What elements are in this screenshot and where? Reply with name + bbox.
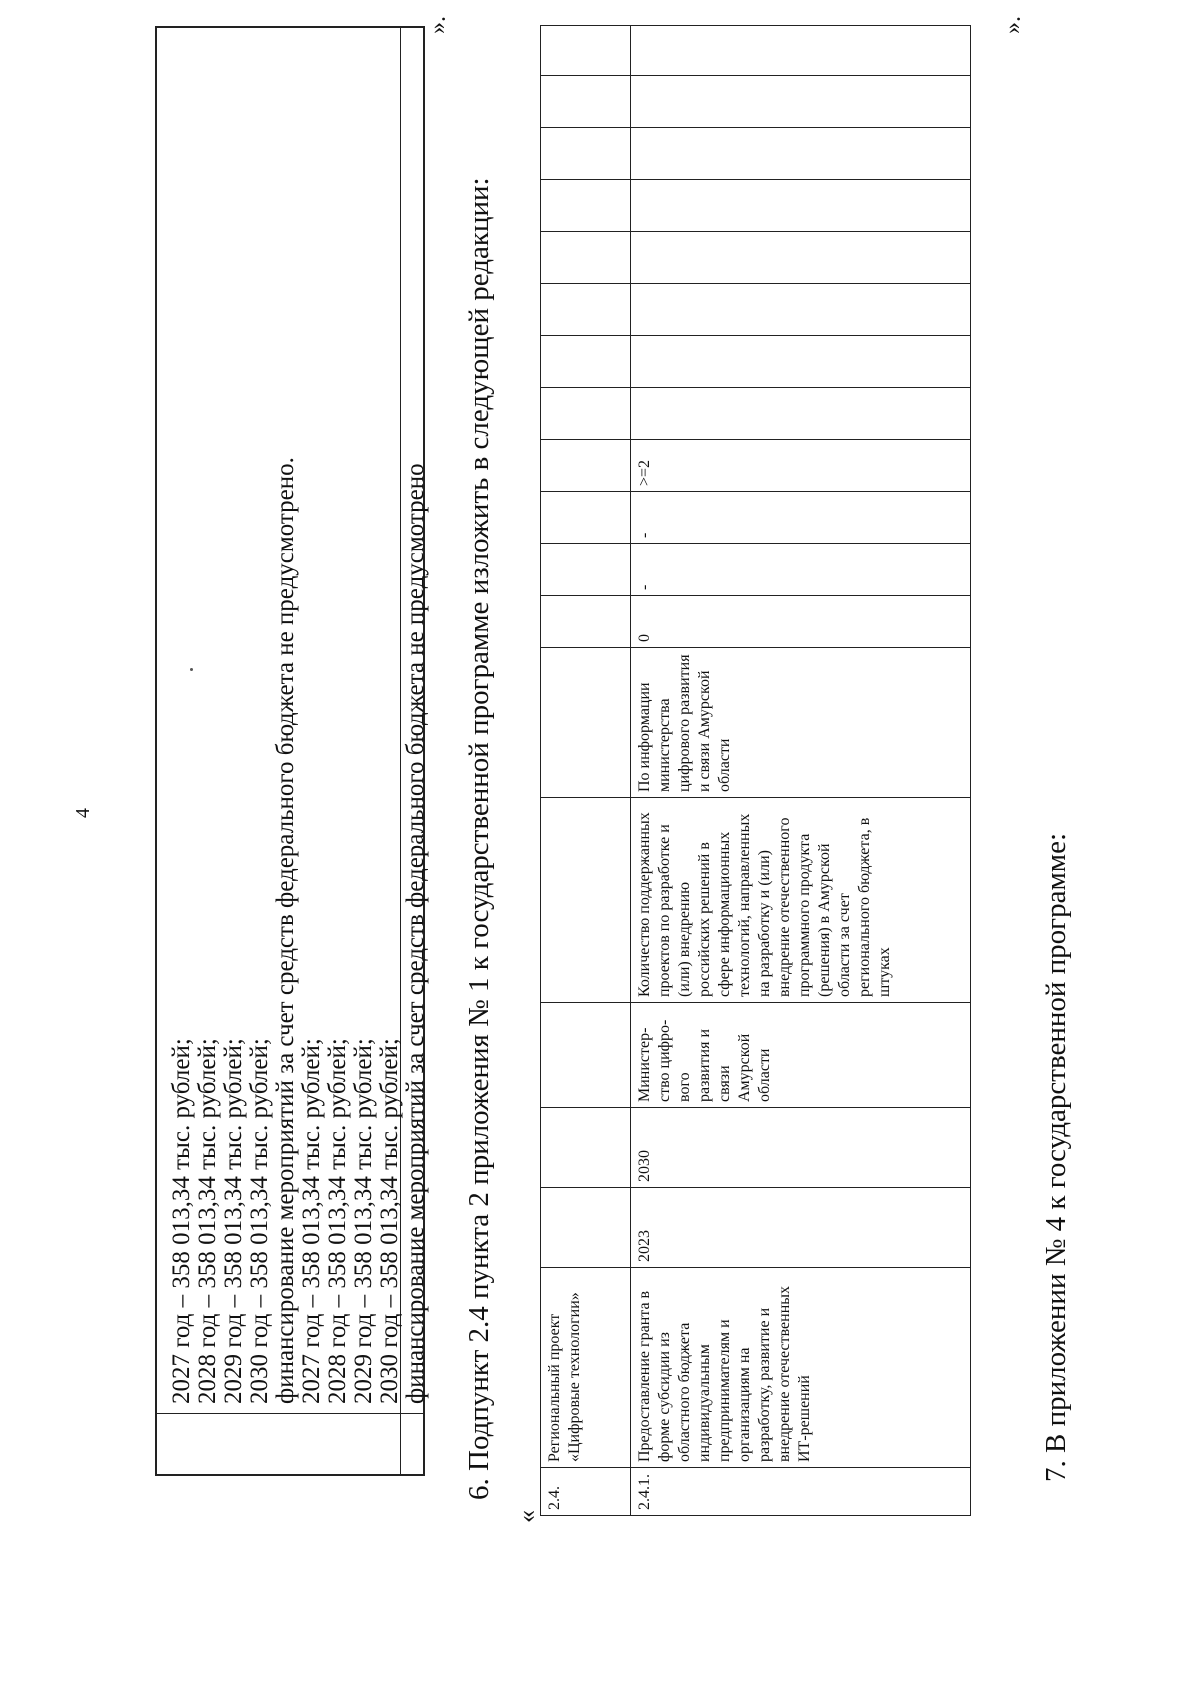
opening-quote: «	[512, 1510, 541, 1523]
funding-line: 2027 год – 358 013,34 тыс. рублей;	[168, 1038, 195, 1404]
value-cell	[541, 180, 631, 232]
value-cell	[541, 492, 631, 544]
row-name: Региональный проект «Цифровые технологии»	[541, 1268, 631, 1468]
funding-table	[155, 26, 429, 1476]
funding-line: 2030 год – 358 013,34 тыс. рублей;	[376, 1038, 403, 1404]
closing-quote: ».	[425, 16, 451, 34]
indicator: Количество поддержанных проектов по разработке и (или) внедрению российских решений в сфере информационных технологий, направленных на разработку и (или) внедрение отечественного программного продукта (решения) в Амурской области за счет регионального бюджета, в штуках	[631, 798, 971, 1003]
value-cell: >=2	[631, 440, 971, 492]
row-number: 2.4.1.	[631, 1468, 971, 1516]
responsible	[541, 1003, 631, 1108]
funding-note: финансирование мероприятий за счет средств федерального бюджета не предусмотрено	[402, 463, 429, 1404]
funding-text	[169, 34, 429, 1404]
end-year	[541, 1108, 631, 1188]
section-7-heading: 7. В приложении № 4 к государственной программе:	[1040, 832, 1072, 1482]
value-cell	[541, 440, 631, 492]
value-cell	[541, 596, 631, 648]
value-cell: -	[631, 492, 971, 544]
funding-line: 2027 год – 358 013,34 тыс. рублей;	[298, 1038, 325, 1404]
value-cell	[541, 544, 631, 596]
value-cell	[541, 232, 631, 284]
end-year: 2030	[631, 1108, 971, 1188]
value-cell	[631, 26, 971, 76]
value-cell	[631, 284, 971, 336]
responsible: Министер-ство цифро-вого развития и связи Амурской области	[631, 1003, 971, 1108]
closing-quote: ».	[1000, 16, 1026, 34]
value-cell	[541, 76, 631, 128]
start-year: 2023	[631, 1188, 971, 1268]
column-divider	[157, 1413, 423, 1414]
table-row	[631, 26, 971, 1516]
section-6-heading: 6. Подпункт 2.4 пункта 2 приложения № 1 к государственной программе изложить в следующей редакции:	[463, 177, 495, 1500]
indicators-table	[540, 25, 971, 1516]
table-row	[541, 26, 631, 1516]
value-cell	[631, 336, 971, 388]
page-number: 4	[72, 808, 94, 818]
value-cell	[631, 76, 971, 128]
source: По информации министерства цифрового развития и связи Амурской области	[631, 648, 971, 798]
funding-line: 2028 год – 358 013,34 тыс. рублей;	[194, 1038, 221, 1404]
funding-line: 2030 год – 358 013,34 тыс. рублей;	[246, 1038, 273, 1404]
value-cell	[631, 180, 971, 232]
value-cell	[541, 284, 631, 336]
indicator	[541, 798, 631, 1003]
value-cell	[541, 128, 631, 180]
funding-line: 2028 год – 358 013,34 тыс. рублей;	[324, 1038, 351, 1404]
value-cell	[541, 388, 631, 440]
row-number: 2.4.	[541, 1468, 631, 1516]
funding-line: 2029 год – 358 013,34 тыс. рублей;	[220, 1038, 247, 1404]
value-cell	[631, 232, 971, 284]
value-cell: -	[631, 544, 971, 596]
funding-line: 2029 год – 358 013,34 тыс. рублей;	[350, 1038, 377, 1404]
row-name: Предоставление гранта в форме субсидии из областного бюджета индивидуальным предпринимателям и организациям на разработку, развитие и внедрение отечественных ИТ-решений	[631, 1268, 971, 1468]
value-cell	[541, 26, 631, 76]
value-cell	[541, 336, 631, 388]
source	[541, 648, 631, 798]
funding-note: финансирование мероприятий за счет средств федерального бюджета не предусмотрено.	[272, 457, 299, 1404]
value-cell: 0	[631, 596, 971, 648]
start-year	[541, 1188, 631, 1268]
value-cell	[631, 388, 971, 440]
value-cell	[631, 128, 971, 180]
